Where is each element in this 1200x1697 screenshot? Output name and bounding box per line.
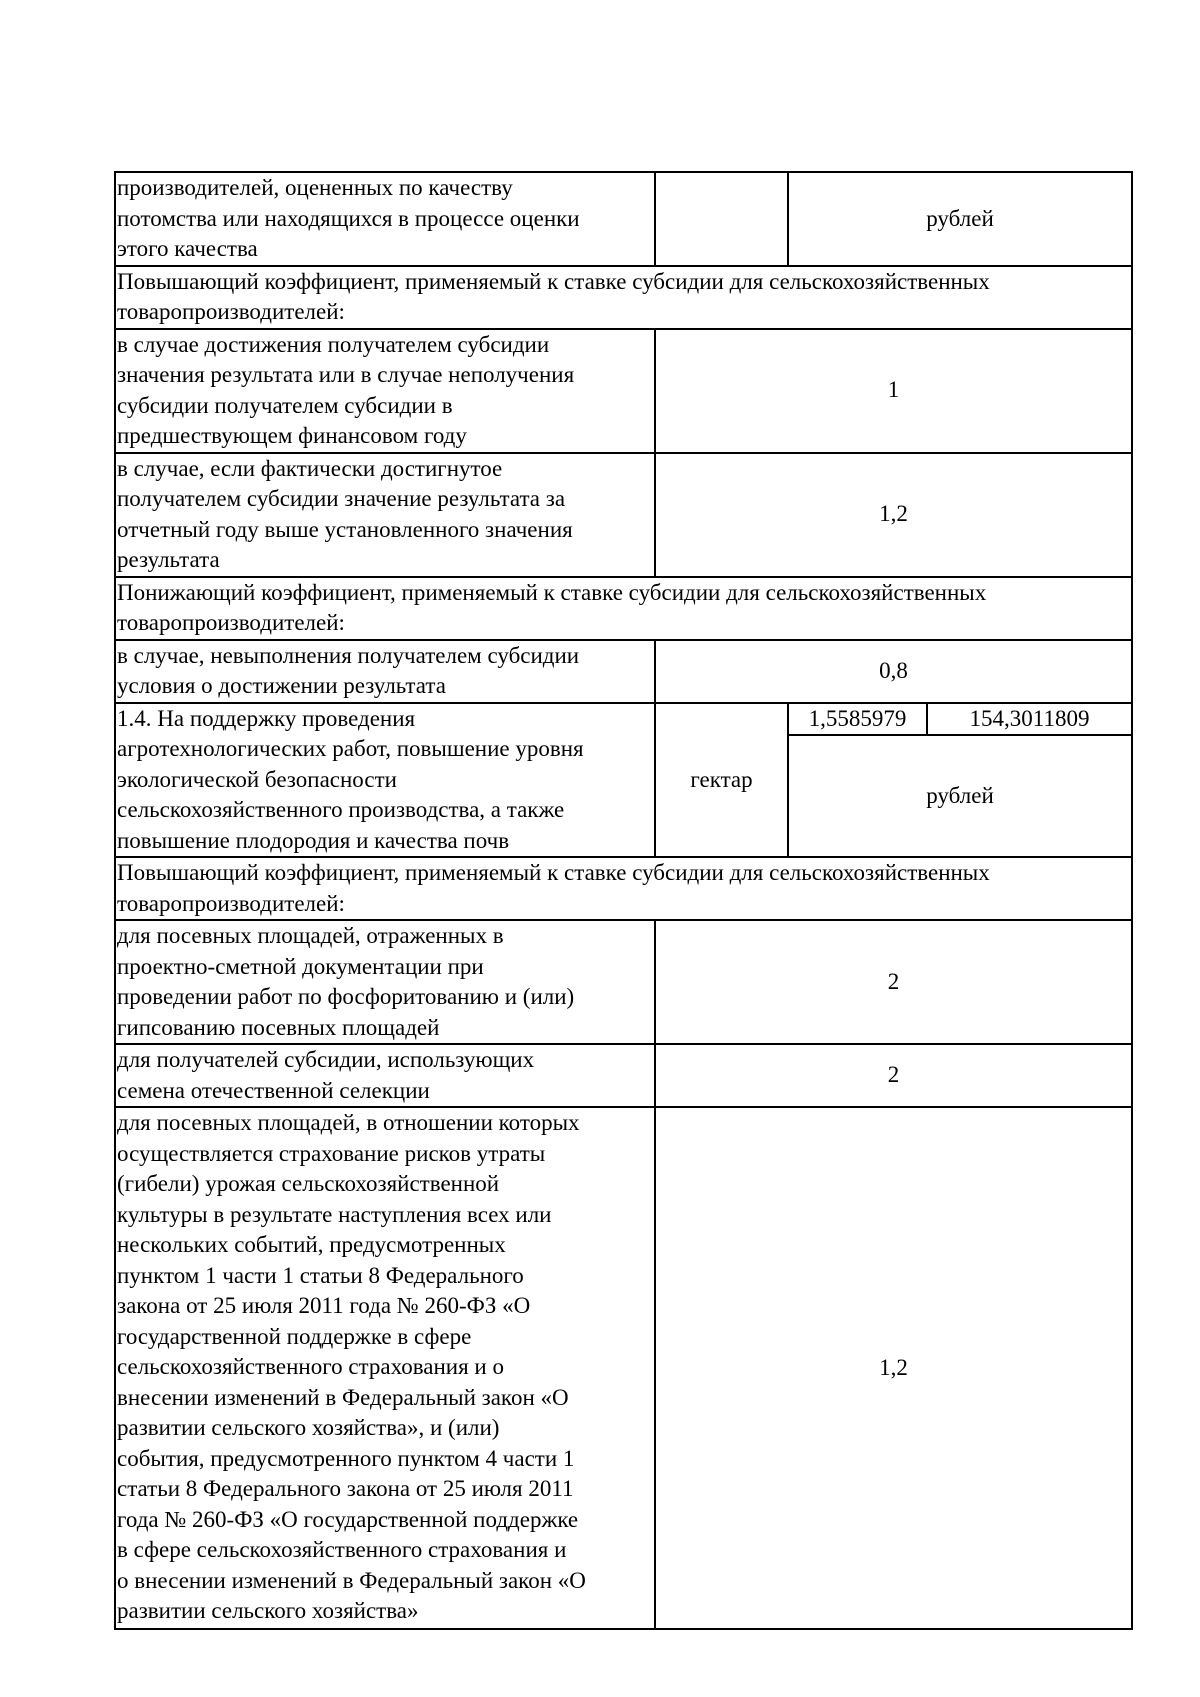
row-description-text: в случае, невыполнения получателем субсидии условия о достижении результата — [117, 642, 580, 698]
table-row — [115, 453, 1132, 577]
table-row — [115, 266, 1132, 329]
section-heading — [115, 857, 1132, 920]
table-row — [115, 640, 1132, 703]
coefficient-value: 2 — [887, 968, 900, 994]
table-row — [115, 1044, 1132, 1107]
row-description — [115, 640, 655, 703]
coefficient-cell — [655, 920, 1132, 1044]
section-heading — [115, 266, 1132, 329]
unit-cell — [655, 172, 788, 266]
section-heading — [115, 577, 1132, 640]
coefficient-value: 2 — [887, 1062, 900, 1088]
value-cell — [788, 735, 1132, 857]
row-description — [115, 703, 655, 858]
table-row — [115, 329, 1132, 453]
coefficient-cell — [655, 1107, 1132, 1629]
table-row — [115, 857, 1132, 920]
row-description-text: в случае, если фактически достигнутое получателем субсидии значение результата за отчетный году выше установленного значения результата — [117, 455, 573, 572]
row-description — [115, 453, 655, 577]
row-description-text: 1.4. На поддержку проведения агротехнологических работ, повышение уровня экологической безопасности сельскохозяйственного производства, а также повышение плодородия и качества почв — [117, 705, 584, 853]
table-row — [115, 703, 1132, 736]
row-description — [115, 172, 655, 266]
value-cell — [788, 172, 1132, 266]
section-heading-text: Понижающий коэффициент, применяемый к ставке субсидии для сельскохозяйственных товаропроизводителей: — [117, 579, 987, 635]
coefficient-cell — [655, 1044, 1132, 1107]
value-text: рублей — [926, 205, 994, 231]
rate-value-cell — [927, 703, 1132, 736]
rate-value: 154,3011809 — [969, 705, 1090, 731]
row-description — [115, 920, 655, 1044]
coefficient-cell — [655, 453, 1132, 577]
rate-value: 1,5585979 — [808, 705, 907, 731]
coefficient-value: 1 — [887, 377, 900, 403]
table-row — [115, 1107, 1132, 1629]
section-heading-text: Повышающий коэффициент, применяемый к ставке субсидии для сельскохозяйственных товаропроизводителей: — [117, 860, 990, 916]
row-description-text: для получателей субсидии, использующих семена отечественной селекции — [117, 1047, 535, 1103]
coefficient-value: 0,8 — [879, 657, 908, 683]
row-description — [115, 1107, 655, 1629]
coefficient-cell — [655, 640, 1132, 703]
table-row — [115, 920, 1132, 1044]
unit-cell — [655, 703, 788, 858]
row-description-text: для посевных площадей, отраженных в проектно-сметной документации при проведении работ по фосфоритованию и (или) гипсованию посевных площадей — [117, 923, 575, 1040]
coefficient-value: 1,2 — [879, 501, 908, 527]
table-row — [115, 577, 1132, 640]
row-description-text: в случае достижения получателем субсидии значения результата или в случае неполучения субсидии получателем субсидии в предшествующем финансовом году — [117, 331, 575, 448]
row-description — [115, 329, 655, 453]
row-description-text: производителей, оцененных по качеству потомства или находящихся в процессе оценки этого качества — [117, 175, 580, 261]
coefficient-cell — [655, 329, 1132, 453]
coefficient-value: 1,2 — [879, 1354, 908, 1380]
subsidy-rates-table — [114, 171, 1133, 1630]
section-heading-text: Повышающий коэффициент, применяемый к ставке субсидии для сельскохозяйственных товаропроизводителей: — [117, 268, 990, 324]
unit-text: гектар — [690, 766, 753, 792]
row-description-text: для посевных площадей, в отношении которых осуществляется страхование рисков утраты (гибели) урожая сельскохозяйственной культуры в результате наступления всех или нескольких событий, предусмотренных пунктом 1 части 1 статьи 8 Федерального закона от 25 июля 2011 года № 260-ФЗ «О государственной поддержке в сфере сельскохозяйственного страхования и о внесении изменений в Федеральный закон «О развитии сельского хозяйства», и (или) события, предусмотренного пунктом 4 части 1 статьи 8 Федерального закона от 25 июля 2011 года № 260-ФЗ «О государственной поддержке в сфере сельскохозяйственного страхования и о внесении изменений в Федеральный закон «О развитии сельского хозяйства» — [117, 1110, 586, 1623]
value-text: рублей — [926, 782, 994, 808]
row-description — [115, 1044, 655, 1107]
rate-value-cell — [788, 703, 927, 736]
table-row — [115, 172, 1132, 266]
